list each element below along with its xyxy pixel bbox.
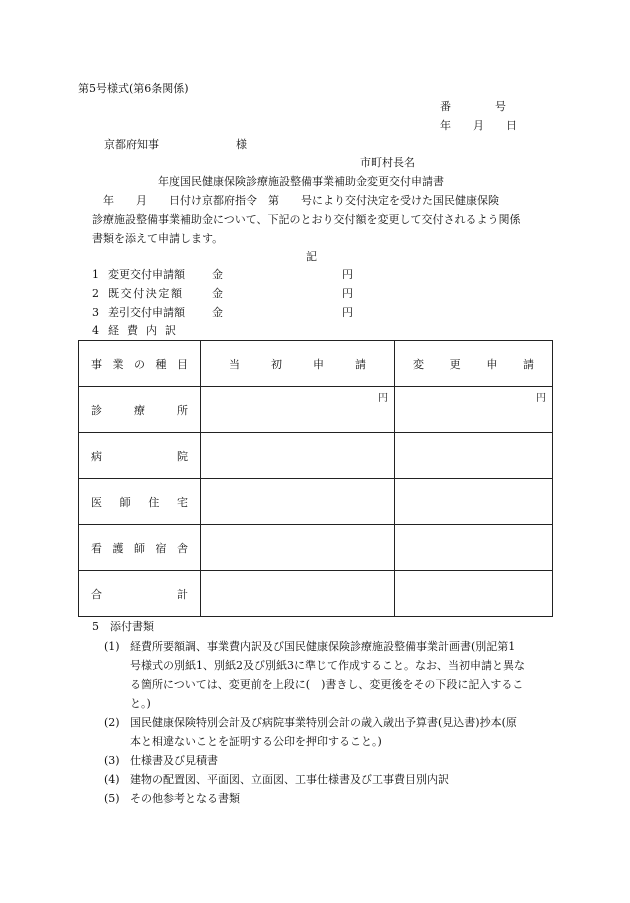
label-char: 師	[134, 541, 145, 555]
label-char: 宅	[176, 495, 188, 509]
item-kin: 金	[212, 287, 223, 300]
item-en: 円	[342, 287, 353, 300]
label-char: 舎	[177, 541, 188, 555]
label-char: 請	[355, 357, 366, 371]
table-row	[79, 387, 553, 433]
label-char: 院	[177, 449, 188, 463]
change-amount-cell	[395, 479, 553, 525]
yen-unit: 円	[378, 393, 388, 404]
date-label: 年 月 日	[440, 119, 517, 132]
attachment-line: 本と相違ないことを証明する公印を押印すること。)	[130, 735, 382, 748]
label-char: 業	[112, 357, 124, 371]
change-amount-cell	[395, 433, 553, 479]
row-label	[79, 540, 200, 556]
attachment-number: (5)	[104, 792, 120, 805]
item-en: 円	[342, 268, 353, 281]
label-char: 看	[91, 541, 102, 555]
attachment-line: と。)	[130, 697, 151, 710]
row-label	[79, 494, 200, 510]
attachment-line: 号様式の別紙1、別紙2及び別紙3に準じて作成すること。なお、当初申請と異な	[130, 659, 525, 672]
label-char: 療	[134, 403, 145, 417]
body-line-3: 書類を添えて申請します。	[92, 232, 224, 245]
change-amount-cell	[395, 571, 553, 617]
attachment-line: 建物の配置図、平面図、立面図、工事仕様書及び工事費目別内訳	[130, 773, 449, 786]
row-label	[79, 402, 200, 418]
label-char: 宿	[155, 541, 167, 555]
table-row	[79, 479, 553, 525]
label-char: 住	[148, 495, 160, 509]
item-row	[92, 268, 99, 282]
label-char: 事	[91, 357, 102, 371]
item-row	[92, 306, 99, 320]
attachment-number: (4)	[104, 773, 120, 786]
label-char: 当	[229, 357, 240, 371]
item-label: 経費内訳	[108, 324, 184, 337]
change-amount-cell	[395, 387, 553, 433]
label-char: 合	[91, 587, 102, 601]
label-char: 申	[486, 357, 498, 371]
header-change	[395, 356, 552, 372]
item-kin: 金	[212, 306, 223, 319]
label-char: 更	[449, 357, 461, 371]
label-char: 病	[91, 449, 102, 463]
cost-breakdown-table	[78, 340, 553, 617]
body-line-2: 診療施設整備事業補助金について、下記のとおり交付額を変更して交付されるよう関係	[92, 213, 521, 226]
item-en: 円	[342, 306, 353, 319]
header-category	[79, 356, 200, 372]
change-amount-cell	[395, 525, 553, 571]
attachment-number: (2)	[104, 716, 120, 729]
label-char: 医	[91, 495, 102, 509]
number-label: 番 号	[440, 100, 506, 113]
item-number: 1	[92, 268, 99, 281]
attachment-number: (3)	[104, 754, 120, 767]
item-label: 変更交付申請額	[108, 268, 185, 281]
label-char: 診	[91, 403, 102, 417]
item-label: 差引交付申請額	[108, 306, 185, 319]
initial-amount-cell	[201, 479, 395, 525]
label-char: 師	[119, 495, 131, 509]
initial-amount-cell	[201, 433, 395, 479]
attachments-heading: 5 添付書類	[92, 620, 154, 633]
row-label	[79, 586, 200, 602]
form-number: 第5号様式(第6条関係)	[78, 82, 189, 95]
ki-label: 記	[306, 250, 317, 263]
table-header-row	[79, 341, 553, 387]
label-char: 護	[112, 541, 124, 555]
table-row	[79, 433, 553, 479]
attachment-line: 仕様書及び見積書	[130, 754, 218, 767]
label-char: 変	[413, 357, 424, 371]
row-label	[79, 448, 200, 464]
label-char: 初	[271, 357, 282, 371]
attachment-number: (1)	[104, 640, 120, 653]
label-char: の	[134, 357, 145, 371]
label-char: 請	[522, 357, 534, 371]
item-row	[92, 287, 99, 301]
label-char: 申	[313, 357, 324, 371]
document-title: 年度国民健康保険診療施設整備事業補助金変更交付申請書	[158, 175, 444, 188]
body-line-1: 年 月 日付け京都府指令 第 号により交付決定を受けた国民健康保険	[92, 194, 499, 207]
initial-amount-cell	[201, 571, 395, 617]
header-initial	[201, 356, 394, 372]
initial-amount-cell	[201, 525, 395, 571]
sender-name: 市町村長名	[360, 156, 415, 169]
initial-amount-cell	[201, 387, 395, 433]
label-char: 計	[177, 587, 188, 601]
label-char: 目	[177, 357, 188, 371]
attachment-line: 経費所要額調、事業費内訳及び国民健康保険診療施設整備事業計画書(別記第1	[130, 640, 516, 653]
table-row	[79, 525, 553, 571]
yen-unit: 円	[536, 393, 546, 404]
addressee: 京都府知事 様	[104, 138, 247, 151]
item-label: 既交付決定額	[108, 287, 184, 300]
label-char: 種	[155, 357, 167, 371]
item-number: 2	[92, 287, 99, 300]
item-kin: 金	[212, 268, 223, 281]
attachment-line: 国民健康保険特別会計及び病院事業特別会計の歳入歳出予算書(見込書)抄本(原	[130, 716, 517, 729]
attachment-line: その他参考となる書類	[130, 792, 240, 805]
attachment-line: る箇所については、変更前を上段に( )書きし、変更後をその下段に記入するこ	[130, 678, 524, 691]
item-number: 4	[92, 324, 99, 337]
label-char: 所	[177, 403, 188, 417]
item-number: 3	[92, 306, 99, 319]
table-row	[79, 571, 553, 617]
